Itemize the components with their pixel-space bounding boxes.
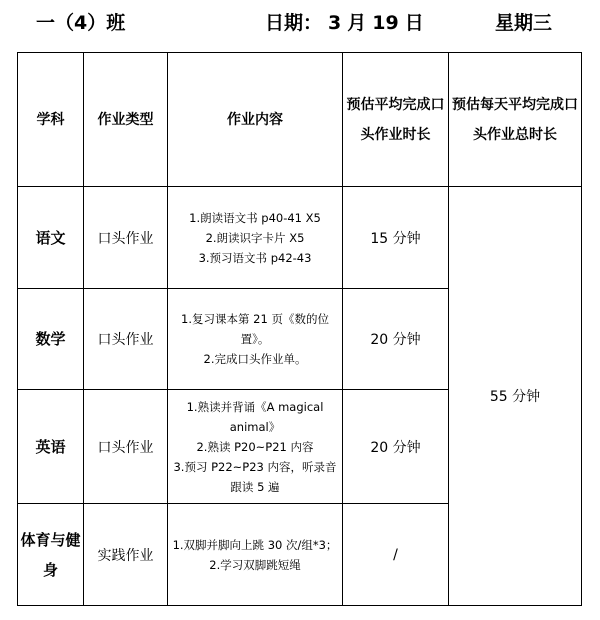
weekday-label: 星期三 [495,12,553,34]
content-item: 2.完成口头作业单。 [203,352,307,366]
content-item: 1.朗读语文书 p40-41 X5 [189,210,321,225]
duration-cell: 15 分钟 [343,187,449,289]
header-avg-duration: 预估平均完成口头作业时长 [343,53,449,187]
type-cell: 实践作业 [84,504,168,606]
subject-cell: 语文 [18,187,84,289]
type-cell: 口头作业 [84,390,168,504]
content-cell [168,390,343,504]
header-subject: 学科 [18,53,84,187]
duration-cell: 20 分钟 [343,390,449,504]
subject-cell: 体育与健身 [18,504,84,606]
content-cell [168,289,343,390]
content-item: 1.复习课本第 21 页《数的位置》。 [181,312,329,346]
content-item: 2.熟读 P20~P21 内容 [196,439,314,454]
date-month-unit: 月 [347,12,367,34]
type-cell: 口头作业 [84,289,168,390]
table-header-row [18,53,582,187]
daily-total-cell: 55 分钟 [449,187,582,606]
content-item: 2.朗读识字卡片 X5 [205,230,305,245]
date-prefix: 日期： [265,12,323,34]
date-label [265,8,430,35]
class-label: 一（4）班 [36,12,126,34]
date-month: 3 [328,12,342,34]
duration-cell: / [343,504,449,606]
content-item: 1.熟读并背诵《A magical animal》 [186,399,324,434]
content-item: 3.预习 P22~P23 内容，听录音跟读 5 遍 [173,459,337,494]
content-cell [168,504,343,606]
type-cell: 口头作业 [84,187,168,289]
subject-cell: 英语 [18,390,84,504]
table-row [18,187,582,289]
date-day: 19 [372,12,399,34]
content-item: 2.学习双脚跳短绳 [209,557,301,572]
header-daily-total: 预估每天平均完成口头作业总时长 [449,53,582,187]
duration-cell: 20 分钟 [343,289,449,390]
header-type: 作业类型 [84,53,168,187]
header-content: 作业内容 [168,53,343,187]
date-day-unit: 日 [404,12,424,34]
subject-cell: 数学 [18,289,84,390]
page-header [0,6,600,36]
homework-table [17,52,582,606]
content-item: 3.预习语文书 p42-43 [198,250,312,265]
content-item: 1.双脚并脚向上跳 30 次/组*3； [172,537,338,552]
content-cell [168,187,343,289]
